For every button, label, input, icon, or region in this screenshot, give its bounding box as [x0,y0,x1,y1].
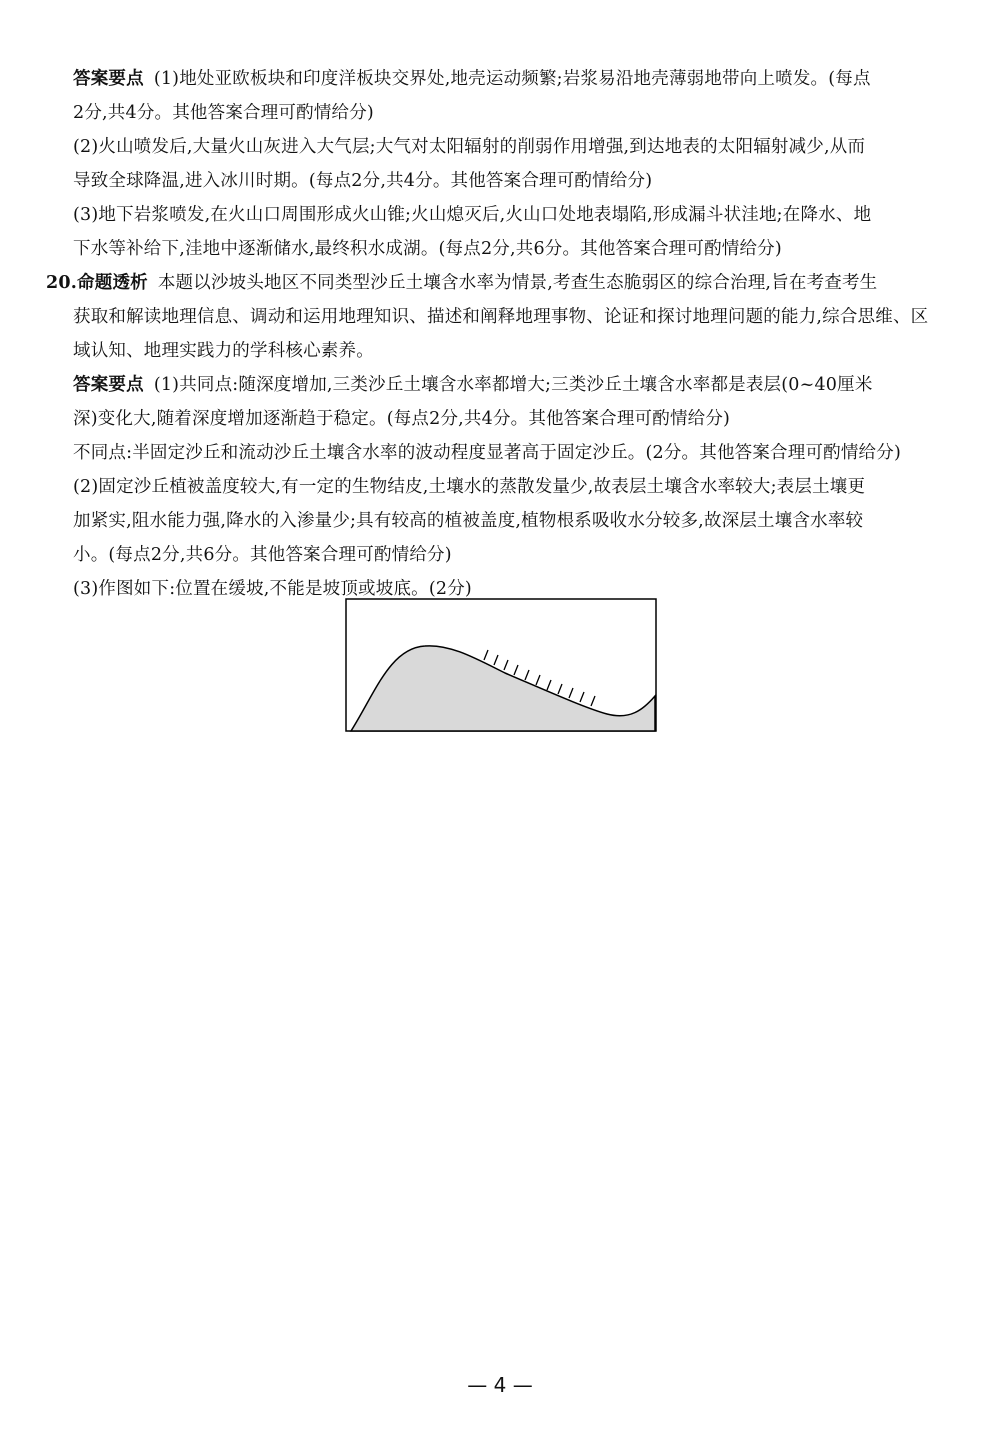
q20-p2-line-1: (2)固定沙丘植被盖度较大,有一定的生物结皮,土壤水的蒸散发量少,故表层土壤含水率较大;表层土壤更 [73,477,866,497]
q19-p3-line-2: 下水等补给下,洼地中逐渐储水,最终积水成湖。(每点2分,共6分。其他答案合理可酌情给分) [73,239,782,259]
q19-answer-line-1 [0,62,1000,96]
q20-intent-label: 命题透析 [77,273,148,293]
q20-answer-line-1 [0,368,1000,402]
q20-p2-line-3: 小。(每点2分,共6分。其他答案合理可酌情给分) [73,545,452,565]
q20-number: 20. [46,273,78,293]
q20-intent-text: 本题以沙坡头地区不同类型沙丘土壤含水率为情景,考查生态脆弱区的综合治理,旨在考查考生 [157,273,878,293]
dune-sketch-figure [345,598,657,732]
q20-answer-label: 答案要点 [73,375,144,395]
q20-p3-line-1: (3)作图如下:位置在缓坡,不能是坡顶或坡底。(2分) [73,579,472,599]
q20-p2-line-2: 加紧实,阻水能力强,降水的入渗量少;具有较高的植被盖度,植物根系吸收水分较多,故深层土壤含水率较 [73,511,864,531]
q19-p2-line-1: (2)火山喷发后,大量火山灰进入大气层;大气对太阳辐射的削弱作用增强,到达地表的太阳辐射减少,从而 [73,137,866,157]
q20-intent-line-3: 域认知、地理实践力的学科核心素养。 [73,341,374,361]
page-number: — 4 — [467,1373,533,1397]
q20-p1-text: (1)共同点:随深度增加,三类沙丘土壤含水率都增大;三类沙丘土壤含水率都是表层(0~40厘米 [153,375,873,395]
page-content [0,62,1000,606]
q20-intent-line-2: 获取和解读地理信息、调动和运用地理知识、描述和阐释地理事物、论证和探讨地理问题的能力,综合思维、区 [73,307,929,327]
q19-answer-label: 答案要点 [73,69,144,89]
q19-p1-text: (1)地处亚欧板块和印度洋板块交界处,地壳运动频繁;岩浆易沿地壳薄弱地带向上喷发。(每点 [153,69,871,89]
q20-p1-line-3: 不同点:半固定沙丘和流动沙丘土壤含水率的波动程度显著高于固定沙丘。(2分。其他答案合理可酌情给分) [73,443,901,463]
q20-p1-line-2: 深)变化大,随着深度增加逐渐趋于稳定。(每点2分,共4分。其他答案合理可酌情给分) [73,409,731,429]
q19-p3-line-1: (3)地下岩浆喷发,在火山口周围形成火山锥;火山熄灭后,火山口处地表塌陷,形成漏斗状洼地;在降水、地 [73,205,872,225]
q19-p1-line-2: 2分,共4分。其他答案合理可酌情给分) [73,103,374,123]
q19-p2-line-2: 导致全球降温,进入冰川时期。(每点2分,共4分。其他答案合理可酌情给分) [73,171,653,191]
q20-intent-line-1 [0,266,1000,300]
